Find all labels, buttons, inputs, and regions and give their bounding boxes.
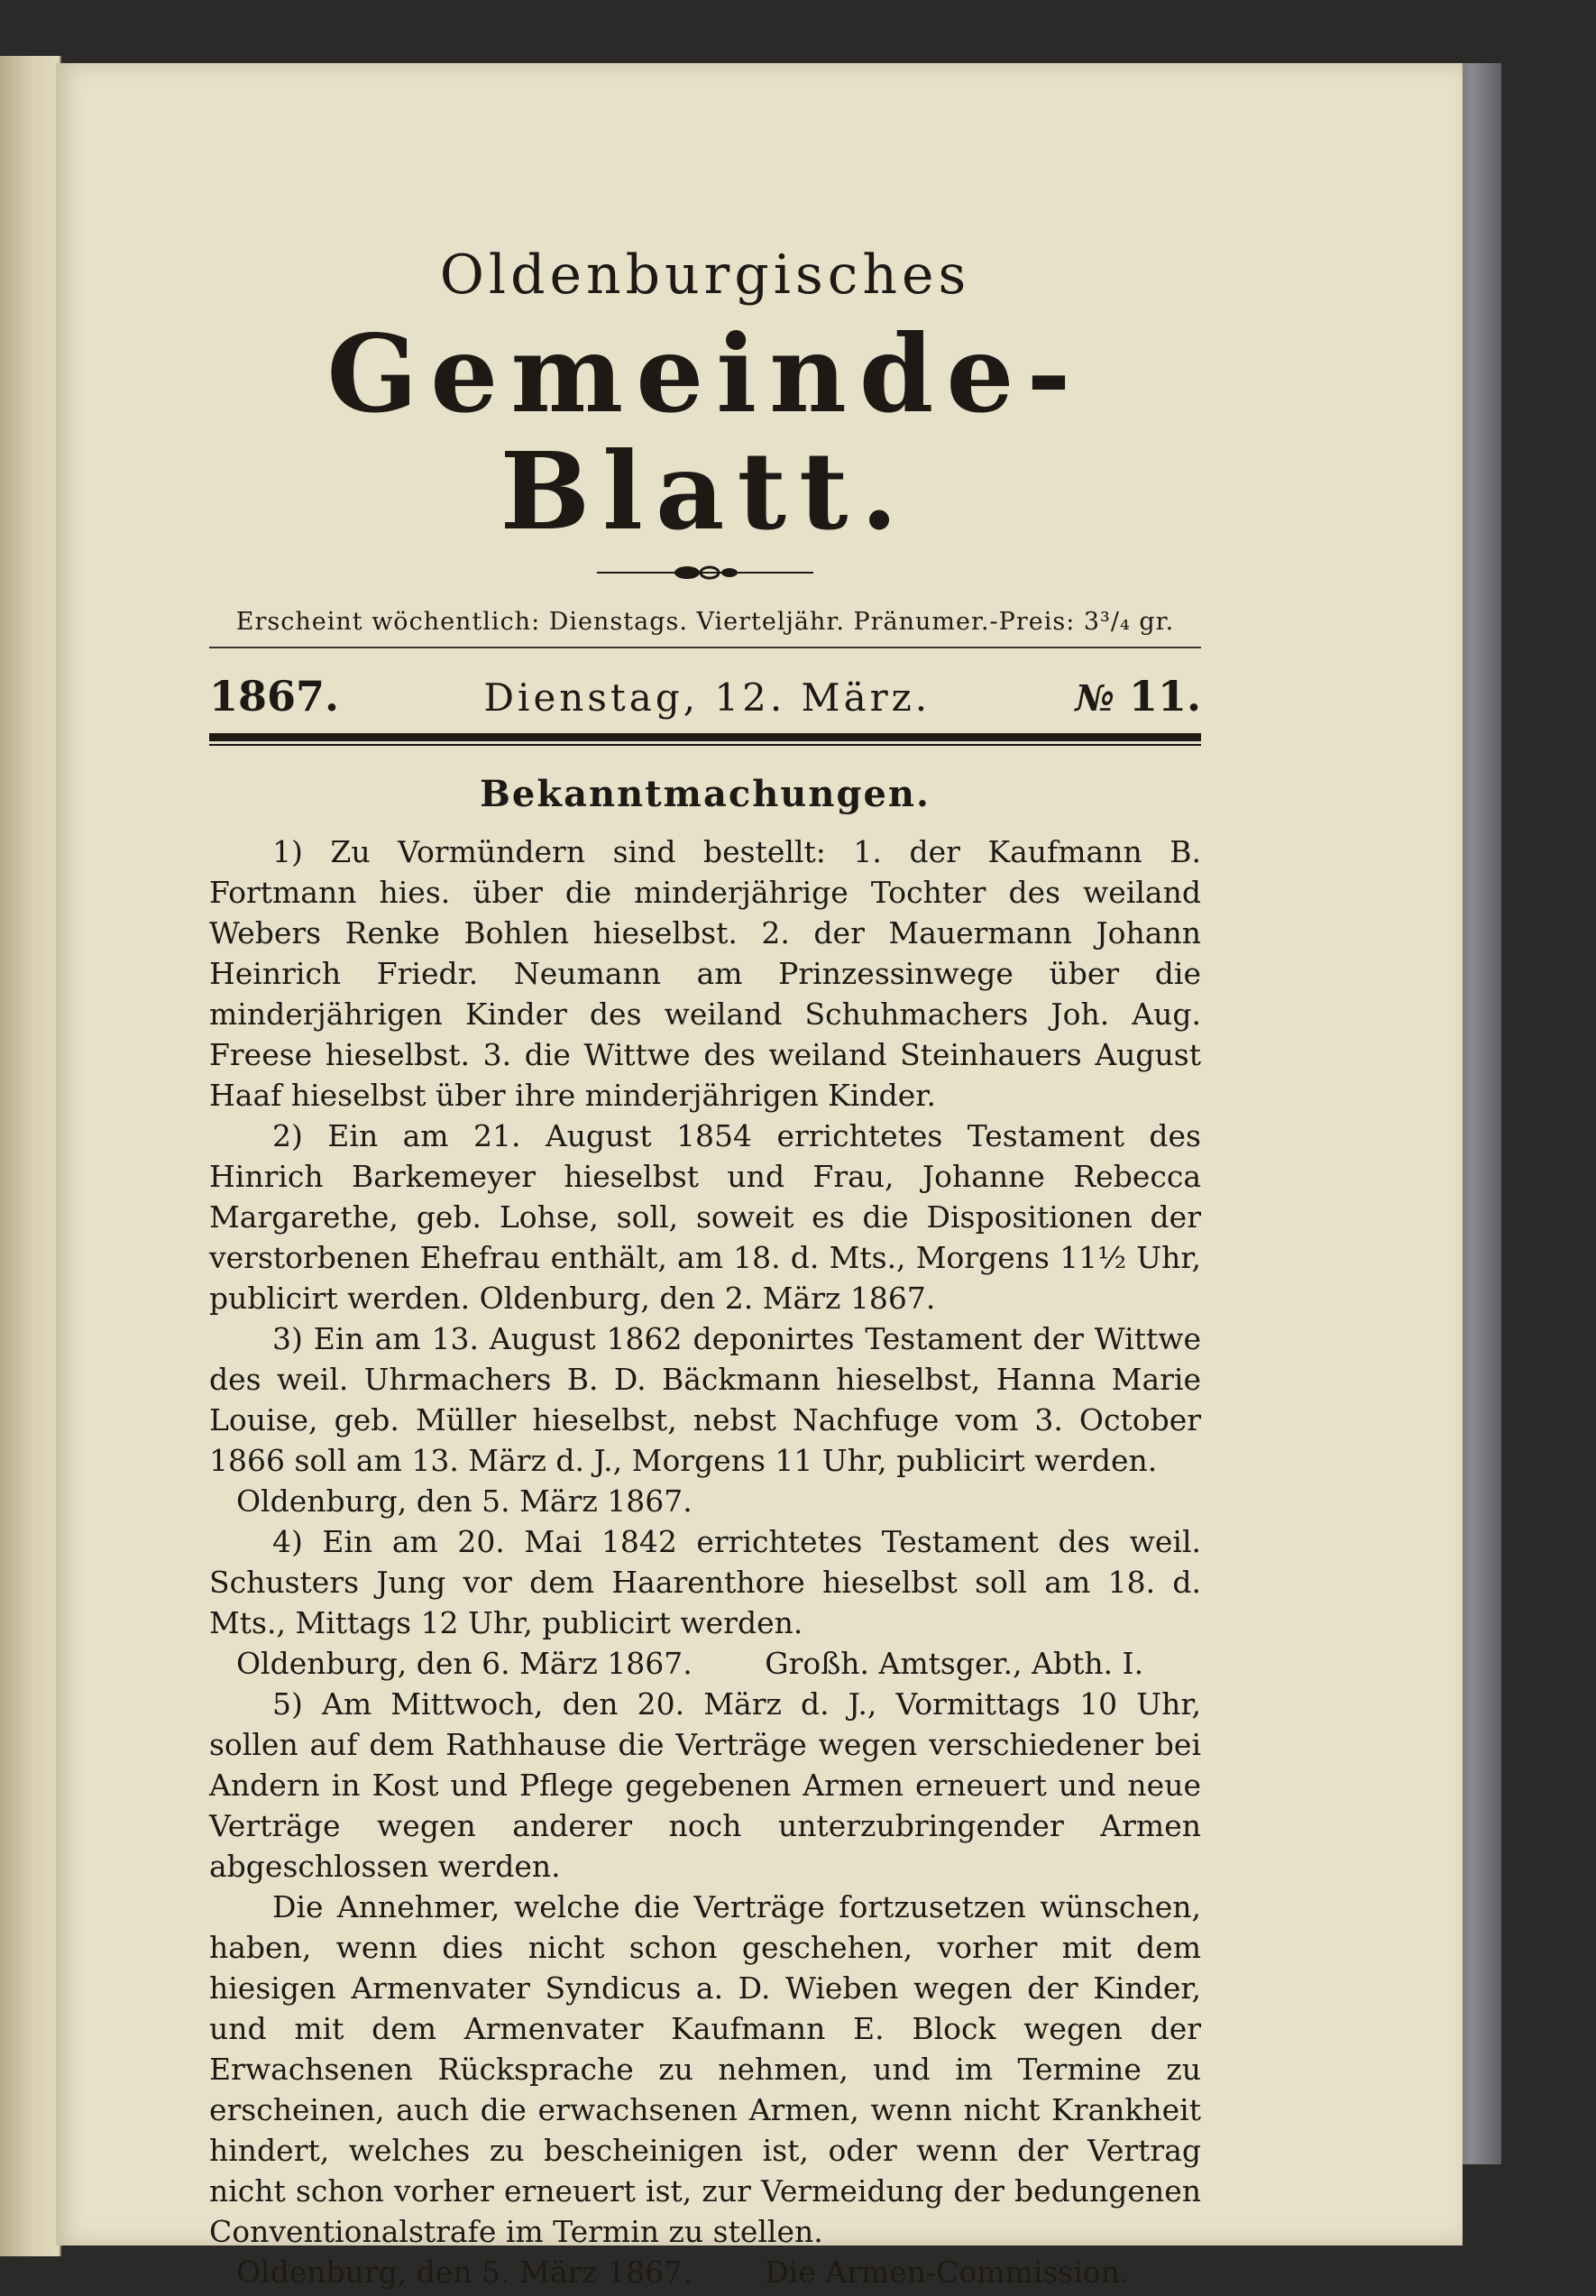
dateline bbox=[209, 672, 1201, 721]
issue-number bbox=[1075, 672, 1201, 721]
notice-paragraph: 2) Ein am 21. August 1854 errichtetes Testament des Hinrich Barkemeyer hieselbst und Frau, Johanne Rebecca Margarethe, geb. Lohse, soll, soweit es die Dispositionen der verstorbenen Ehefrau enthält, am 18. d. Mts., Morgens 11½ Uhr, publicirt werden. Oldenburg, den 2. März 1867. bbox=[209, 1117, 1201, 1316]
imprint-line: Erscheint wöchentlich: Dienstags. Vierteljähr. Pränumer.-Preis: 3³/₄ gr. bbox=[235, 607, 1175, 636]
page-content bbox=[209, 243, 1201, 2292]
notice-signature-line bbox=[209, 2252, 1201, 2292]
notice-signature-line: Oldenburg, den 5. März 1867. bbox=[236, 1483, 693, 1519]
signature-authority: Die Armen-Commission. bbox=[765, 2254, 1130, 2290]
notice-paragraph: 1) Zu Vormündern sind bestellt: 1. der Kaufmann B. Fortmann hies. über die minderjährige Tochter des weiland Webers Renke Bohlen hieselbst. 2. der Mauermann Johann Heinrich Friedr. Neumann am Prinzessinwege über die minderjährigen Kinder des weiland Schuhmachers Joh. Aug. Freese hieselbst. 3. die Wittwe des weiland Steinhauers August Haaf hieselbst über ihre minderjährigen Kinder. bbox=[209, 833, 1201, 1113]
notice-signature-line bbox=[209, 1643, 1201, 1684]
ornament-flourish-icon bbox=[597, 563, 813, 583]
issue-number-value: 11. bbox=[1128, 671, 1201, 721]
issue-date: Dienstag, 12. März. bbox=[483, 675, 931, 720]
thin-rule bbox=[209, 744, 1201, 746]
signature-place-date: Oldenburg, den 6. März 1867. bbox=[236, 1645, 693, 1681]
masthead-subtitle: Oldenburgisches bbox=[439, 243, 971, 307]
masthead-title: Gemeinde-Blatt. bbox=[326, 311, 1084, 554]
signature-place-date: Oldenburg, den 5. März 1867. bbox=[236, 2254, 693, 2290]
ornament-divider bbox=[209, 563, 1201, 583]
left-page-edge bbox=[0, 56, 61, 2256]
divider-rule bbox=[209, 647, 1201, 648]
notice-paragraph: 3) Ein am 13. August 1862 deponirtes Testament der Wittwe des weil. Uhrmachers B. D. Bäckmann hieselbst, Hanna Marie Louise, geb. Müller hieselbst, nebst Nachfuge vom 3. October 1866 soll am 13. März d. J., Morgens 11 Uhr, publicirt werden. bbox=[209, 1320, 1201, 1478]
signature-authority: Großh. Amtsger., Abth. I. bbox=[765, 1645, 1144, 1681]
notice-paragraph: 4) Ein am 20. Mai 1842 errichtetes Testament des weil. Schusters Jung vor dem Haarenthore hieselbst soll am 18. d. Mts., Mittags 12 Uhr, publicirt werden. bbox=[209, 1523, 1201, 1640]
thick-rule bbox=[209, 733, 1201, 741]
issue-number-prefix: № bbox=[1075, 676, 1114, 720]
notice-paragraph: 5) Am Mittwoch, den 20. März d. J., Vormittags 10 Uhr, sollen auf dem Rathhause die Verträge wegen verschiedener bei Andern in Kost und Pflege gegebenen Armen erneuert und neue Verträge wegen anderer noch unterzubringender Armen abgeschlossen werden. bbox=[209, 1685, 1201, 1884]
section-title: Bekanntmachungen. bbox=[480, 772, 931, 815]
issue-year: 1867. bbox=[209, 671, 340, 721]
notice-paragraph: Die Annehmer, welche die Verträge fortzusetzen wünschen, haben, wenn dies nicht schon geschehen, vorher mit dem hiesigen Armenvater Syndicus a. D. Wieben wegen der Kinder, und mit dem Armenvater Kaufmann E. Block wegen der Erwachsenen Rücksprache zu nehmen, und im Termine zu erscheinen, auch die erwachsenen Armen, wenn nicht Krankheit hindert, welches zu bescheinigen ist, oder wenn der Vertrag nicht schon vorher erneuert ist, zur Vermeidung der bedungenen Conventionalstrafe im Termin zu stellen. bbox=[209, 1888, 1201, 2249]
